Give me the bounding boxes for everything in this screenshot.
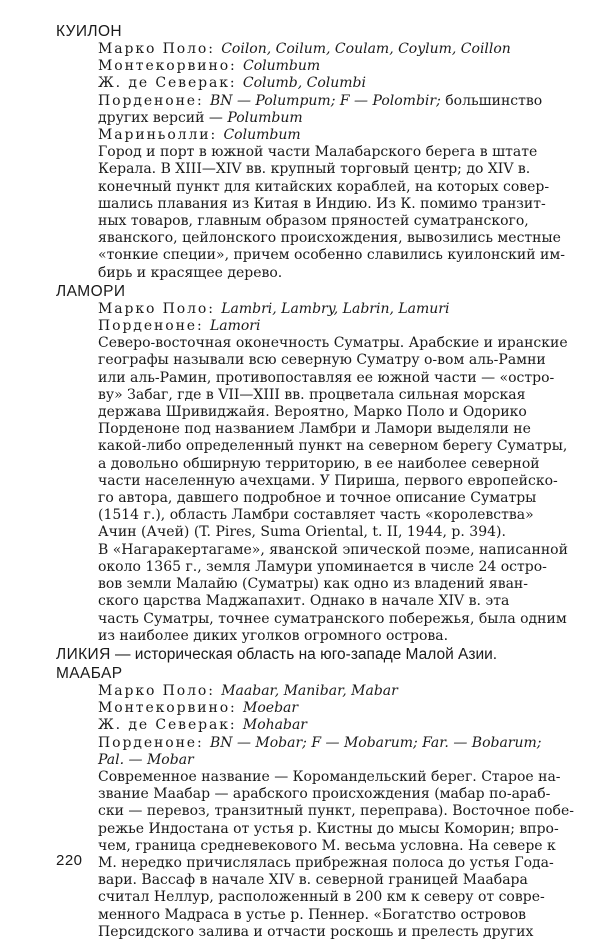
- description-line: Керала. В XIII—XIV вв. крупный торговый центр; до XIV в.: [98, 161, 531, 178]
- name-variant-line: [98, 41, 556, 58]
- name-variant-line: [98, 75, 556, 92]
- variant-source: Марко Поло:: [98, 682, 222, 699]
- description-line: ву» Забаг, где в VII—XIII вв. процветала сильная морская: [98, 386, 526, 403]
- description-line: часть Суматры, точнее суматранского побережья, была одним: [98, 610, 567, 627]
- description-line: вов земли Малайю (Суматры) как одно из владений яван-: [98, 576, 528, 593]
- page-number: 220: [56, 852, 83, 869]
- name-variant-line: [98, 683, 556, 700]
- entry-title: ЛАМОРИ: [56, 282, 126, 300]
- description-line: части населенную ачехцами. У Пириша, первого европейско-: [98, 472, 558, 489]
- name-variant-line: [98, 752, 556, 769]
- variant-forms: Mohabar: [242, 717, 308, 734]
- description-line: географы называли всю северную Суматру о-вом аль-Рамни: [98, 352, 546, 369]
- name-variant-line: [98, 110, 556, 127]
- variant-source: Монтекорвино:: [98, 700, 244, 717]
- name-variant-line: [98, 700, 556, 717]
- description-line: Ачин (Ачей) (T. Pires, Suma Oriental, t. II, 1944, p. 394).: [98, 524, 506, 541]
- entry-definition-inline: — историческая область на юго-западе Малой Азии.: [110, 645, 498, 663]
- glossary-entry: [56, 282, 568, 645]
- variant-forms: Pal. — Mobar: [98, 751, 194, 768]
- description-line: «тонкие специи», причем особенно славились куилонский им-: [98, 247, 565, 264]
- variant-source: Мариньолли:: [98, 127, 224, 144]
- description-line: держава Шривиджайя. Вероятно, Марко Поло и Одорико: [98, 404, 527, 421]
- name-variant-line: [98, 93, 556, 110]
- entry-heading: [56, 664, 556, 683]
- description-line: Современное название — Коромандельский берег. Старое на-: [98, 768, 561, 785]
- description-line: ского царства Маджапахит. Однако в начале XIV в. эта: [98, 593, 510, 610]
- variant-forms: Moebar: [243, 700, 299, 717]
- description-line: бирь и красящее дерево.: [98, 264, 283, 281]
- entry-description: [98, 144, 565, 282]
- description-line: ных товаров, главным образом пряностей суматранского,: [98, 213, 529, 230]
- description-line: го автора, давшего подробное и точное описание Суматры: [98, 490, 537, 507]
- description-line: ски — перевоз, транзитный пункт, переправа). Восточное побе-: [98, 803, 574, 820]
- variant-forms: Columbum: [223, 127, 301, 144]
- entry-title: МААБАР: [56, 664, 123, 682]
- name-variant-line: [98, 301, 556, 318]
- description-line: Персидского залива и отчасти роскошь и прелесть других: [98, 923, 534, 940]
- variant-source: Порденоне:: [98, 734, 210, 751]
- variant-forms: BN — Mobar; F — Mobarum; Far. — Bobarum;: [209, 734, 542, 751]
- name-variant-line: [98, 318, 556, 335]
- description-line: менного Мадраса в устье р. Пеннер. «Богатство островов: [98, 906, 527, 923]
- variant-note: большинство: [440, 92, 543, 109]
- variant-forms: Lamori: [209, 318, 261, 335]
- entry-description: [98, 768, 574, 941]
- description-line: М. нередко причислялась прибрежная полоса до устья Года-: [98, 854, 554, 871]
- glossary-entry: [56, 645, 556, 664]
- glossary-entry: [56, 22, 565, 282]
- name-variant-line: [98, 58, 556, 75]
- variant-forms: Columbum: [243, 58, 321, 75]
- description-line: конечный пункт для китайских кораблей, на которых совер-: [98, 178, 550, 195]
- description-line: а довольно обширную территорию, в ее наиболее северной: [98, 455, 540, 472]
- variant-source: Монтекорвино:: [98, 58, 244, 75]
- entry-heading: [56, 645, 556, 664]
- entry-description: [98, 335, 568, 645]
- variant-source: Порденоне:: [98, 318, 210, 335]
- description-line: режье Индостана от устья р. Кистны до мысы Коморин; впро-: [98, 820, 559, 837]
- entry-title: ЛИКИЯ: [56, 645, 111, 663]
- description-line: около 1365 г., земля Ламури упоминается в числе 24 остро-: [98, 558, 547, 575]
- description-line: какой-либо определенный пункт на северном берегу Суматры,: [98, 438, 568, 455]
- entry-title: КУИЛОН: [56, 23, 123, 40]
- description-line: чем, граница средневекового М. весьма условна. На севере к: [98, 837, 556, 854]
- description-line: из наиболее диких уголков огромного острова.: [98, 627, 449, 644]
- name-variant-line: [98, 717, 556, 734]
- entry-heading: [56, 282, 556, 301]
- variant-forms: Lambri, Lambry, Labrin, Lamuri: [221, 300, 450, 317]
- variant-note: других версий —: [98, 109, 228, 126]
- variant-source: Порденоне:: [98, 92, 210, 109]
- glossary-entry: [56, 664, 574, 941]
- variant-forms: Polumbum: [227, 109, 303, 126]
- variant-forms: BN — Polumpum; F — Polombir;: [209, 92, 441, 109]
- description-line: яванского, цейлонского происхождения, вывозились местные: [98, 230, 561, 247]
- description-line: считал Неллур, расположенный в 200 км к северу от совре-: [98, 889, 545, 906]
- variant-source: Марко Поло:: [98, 300, 222, 317]
- variant-source: Марко Поло:: [98, 41, 222, 57]
- variant-forms: Maabar, Manibar, Mabar: [221, 682, 398, 699]
- description-line: Северо-восточная оконечность Суматры. Арабские и иранские: [98, 335, 568, 352]
- description-line: или аль-Рамин, противопоставляя ее южной части — «остро-: [98, 369, 555, 386]
- description-line: шались плавания из Китая в Индию. Из К. помимо транзит-: [98, 195, 546, 212]
- glossary-column: [56, 22, 574, 941]
- name-variant-line: [98, 127, 556, 144]
- name-variant-line: [98, 735, 556, 752]
- entry-heading: [56, 22, 556, 41]
- variant-source: Ж. де Северак:: [98, 75, 243, 92]
- description-line: звание Маабар — арабского происхождения (мабар по-араб-: [98, 786, 551, 803]
- variant-source: Ж. де Северак:: [98, 717, 243, 734]
- description-line: Порденоне под названием Ламбри и Ламори выделяли не: [98, 421, 531, 438]
- description-line: В «Нагаракертагаме», яванской эпической поэме, написанной: [98, 541, 568, 558]
- description-line: (1514 г.), область Ламбри составляет часть «королевства»: [98, 507, 534, 524]
- variant-forms: Columb, Columbi: [242, 75, 366, 92]
- description-line: Город и порт в южной части Малабарского берега в штате: [98, 144, 538, 161]
- description-line: вари. Вассаф в начале XIV в. северной границей Маабара: [98, 872, 528, 889]
- variant-forms: Coilon, Coilum, Coulam, Coylum, Coillon: [221, 41, 511, 57]
